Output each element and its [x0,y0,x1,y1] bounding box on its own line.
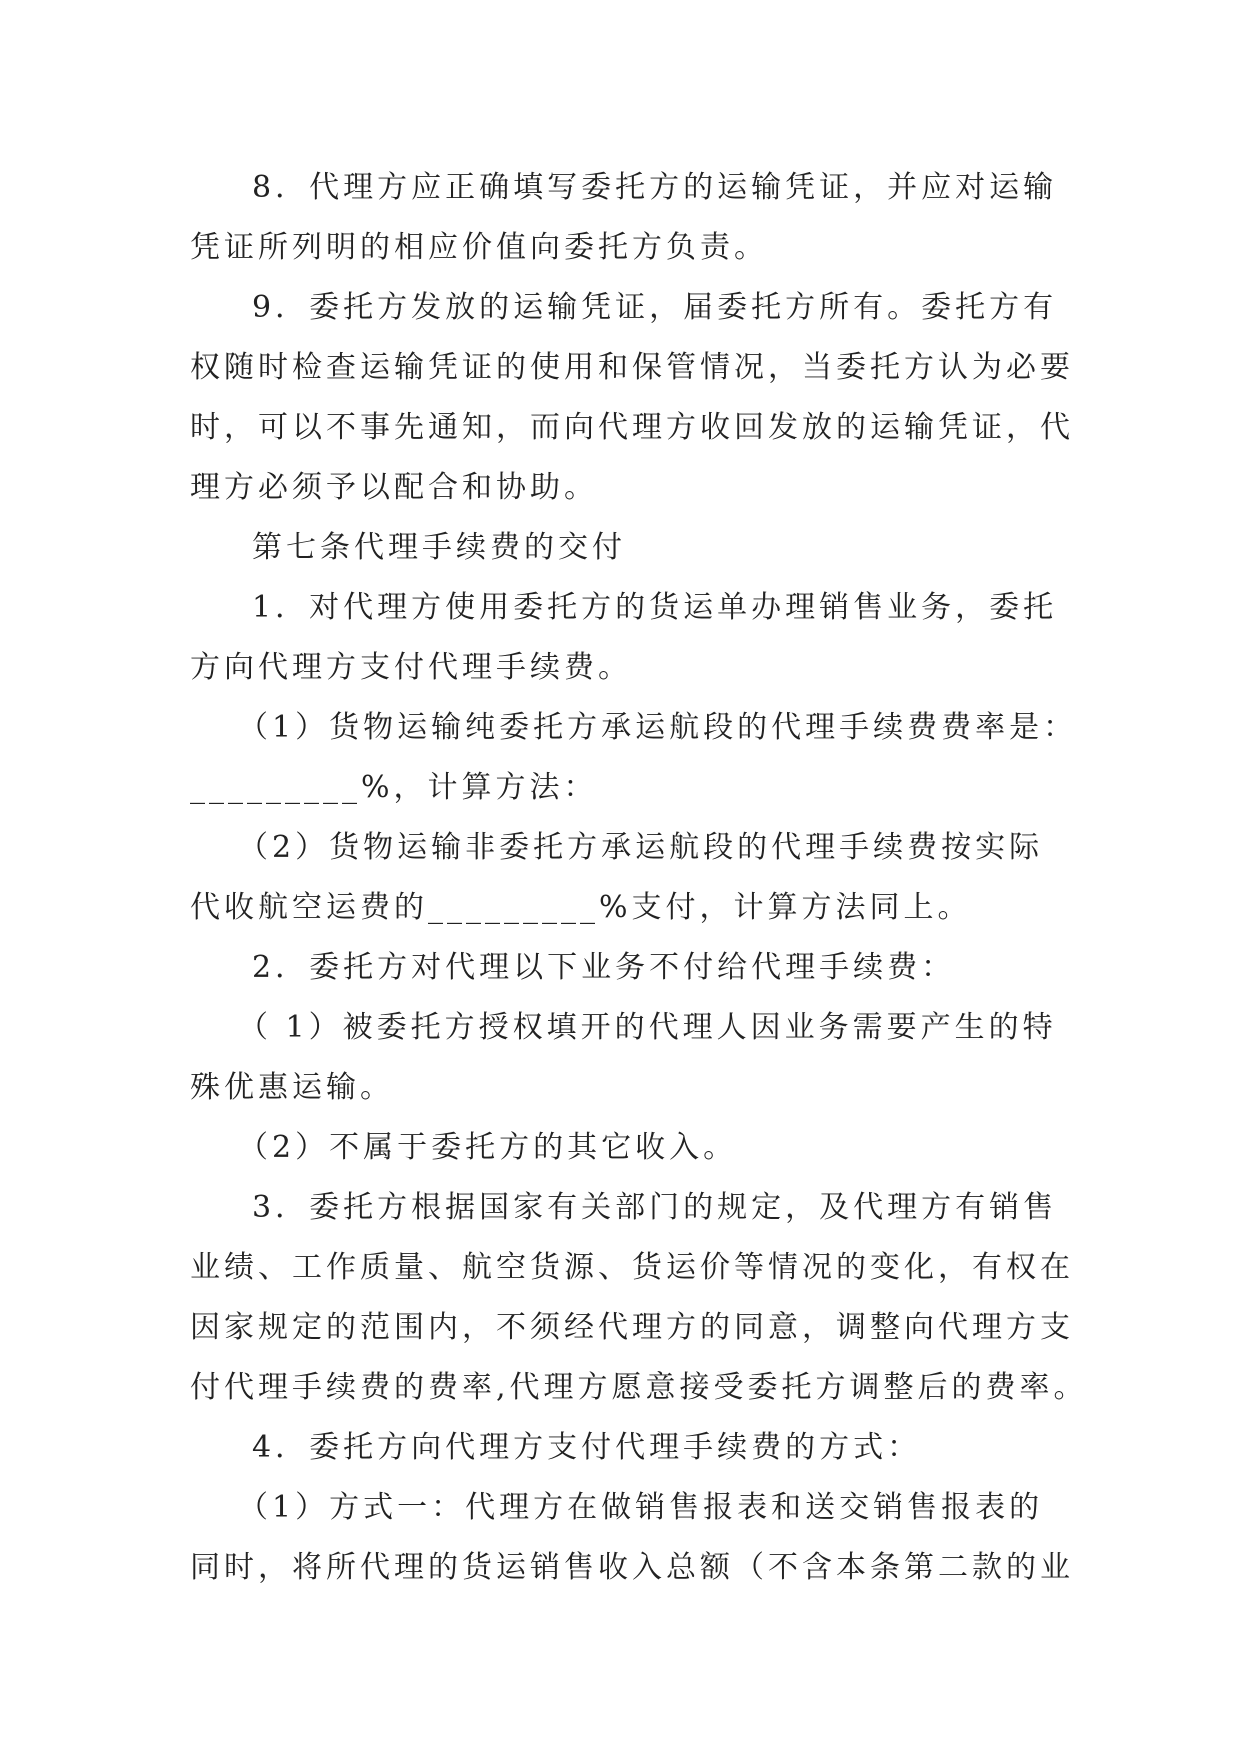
paragraph-9-line-3: 时，可以不事先通知，而向代理方收回发放的运输凭证，代 [190,410,1074,445]
paragraph-9-line-1: 9．委托方发放的运输凭证，届委托方所有。委托方有 [252,290,1058,325]
clause-1-item-2-line-2: 代收航空运费的_________%支付，计算方法同上。 [190,890,972,925]
clause-2-line-1: 2．委托方对代理以下业务不付给代理手续费： [252,950,956,985]
clause-2-item-1-line-1: （ 1）被委托方授权填开的代理人因业务需要产生的特 [238,1010,1057,1045]
clause-1-item-1-line-1: （1）货物运输纯委托方承运航段的代理手续费费率是： [238,710,1078,745]
clause-2-item-1-line-2: 殊优惠运输。 [190,1070,394,1105]
clause-1-line-1: 1．对代理方使用委托方的货运单办理销售业务，委托 [252,590,1058,625]
clause-3-line-2: 业绩、工作质量、航空货源、货运价等情况的变化，有权在 [190,1250,1074,1285]
clause-2-item-2: （2）不属于委托方的其它收入。 [238,1130,738,1165]
clause-3-line-3: 因家规定的范围内，不须经代理方的同意，调整向代理方支 [190,1310,1074,1345]
clause-4-line-1: 4．委托方向代理方支付代理手续费的方式： [252,1430,922,1465]
clause-3-line-4: 付代理手续费的费率,代理方愿意接受委托方调整后的费率。 [190,1370,1088,1405]
clause-1-line-2: 方向代理方支付代理手续费。 [190,650,632,685]
clause-4-item-1-line-1: （1）方式一：代理方在做销售报表和送交销售报表的 [238,1490,1044,1525]
paragraph-8-line-1: 8．代理方应正确填写委托方的运输凭证，并应对运输 [252,170,1058,205]
clause-3-line-1: 3．委托方根据国家有关部门的规定，及代理方有销售 [252,1190,1058,1225]
paragraph-9-line-2: 权随时检查运输凭证的使用和保管情况，当委托方认为必要 [190,350,1074,385]
clause-1-item-1-line-2: _________%，计算方法： [190,770,598,805]
document-body [190,158,1088,1598]
clause-1-item-2-line-1: （2）货物运输非委托方承运航段的代理手续费按实际 [238,830,1044,865]
paragraph-8-line-2: 凭证所列明的相应价值向委托方负责。 [190,230,768,265]
clause-4-item-1-line-2: 同时，将所代理的货运销售收入总额（不含本条第二款的业 [190,1550,1074,1585]
paragraph-9-line-4: 理方必须予以配合和协助。 [190,470,598,505]
article-7-heading: 第七条代理手续费的交付 [252,530,626,565]
